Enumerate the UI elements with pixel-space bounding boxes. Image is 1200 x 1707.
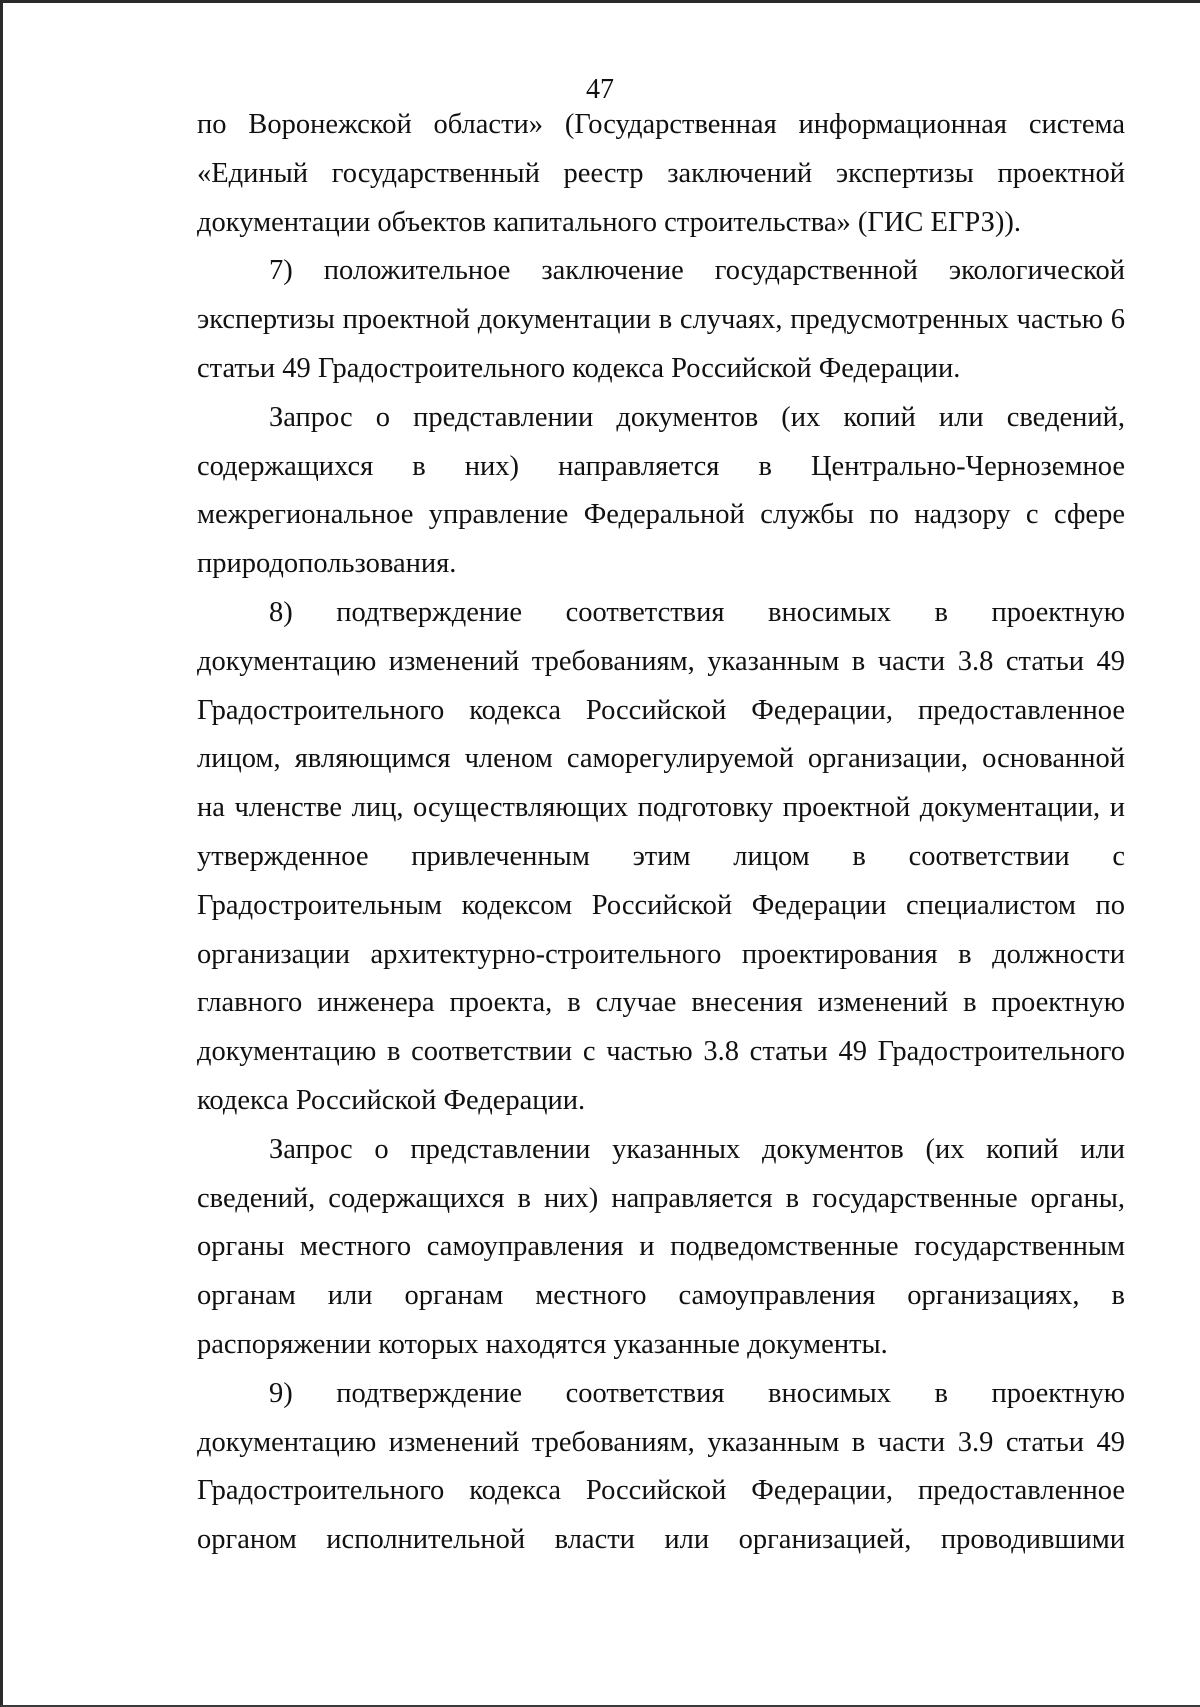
paragraph-request-documents: Запрос о представлении указанных документов (их копий или сведений, содержащихся в них) направляется в государственные органы, органы местного самоуправления и подведомственные государственным органам или органам местного самоуправления организациях, в распоряжении которых находятся указанные документы. xyxy=(197,1133,1125,1360)
scan-border-top xyxy=(0,0,1200,3)
paragraph-continuation: по Воронежской области» (Государственная информационная система «Единый государственный реестр заключений экспертизы проектной документации объектов капитального строительства» (ГИС ЕГРЗ)). xyxy=(197,109,1125,238)
paragraph-item-9: 9) подтверждение соответствия вносимых в проектную документацию изменений требованиям, указанным в части 3.9 статьи 49 Градостроительного кодекса Российской Федерации, предоставленное органом исполнительной власти или организацией, проводившими xyxy=(197,1377,1125,1556)
paragraph-request-ecology: Запрос о представлении документов (их копий или сведений, содержащихся в них) направляется в Центрально-Черноземное межрегиональное управление Федеральной службы по надзору с сфере природопользования. xyxy=(197,401,1125,580)
page-number: 47 xyxy=(586,74,614,105)
document-body xyxy=(197,101,1125,1565)
paragraph-item-7: 7) положительное заключение государственной экологической экспертизы проектной документации в случаях, предусмотренных частью 6 статьи 49 Градостроительного кодекса Российской Федерации. xyxy=(197,255,1125,384)
paragraph-item-8: 8) подтверждение соответствия вносимых в проектную документацию изменений требованиям, указанным в части 3.8 статьи 49 Градостроительного кодекса Российской Федерации, предоставленное лицом, являющимся членом саморегулируемой организации, основанной на членстве лиц, осуществляющих подготовку проектной документации, и утвержденное привлеченным этим лицом в соответствии с Градостроительным кодексом Российской Федерации специалистом по организации архитектурно-строительного проектирования в должности главного инженера проекта, в случае внесения изменений в проектную документацию в соответствии с частью 3.8 статьи 49 Градостроительного кодекса Российской Федерации. xyxy=(197,596,1125,1116)
scan-border-left xyxy=(0,0,3,1707)
